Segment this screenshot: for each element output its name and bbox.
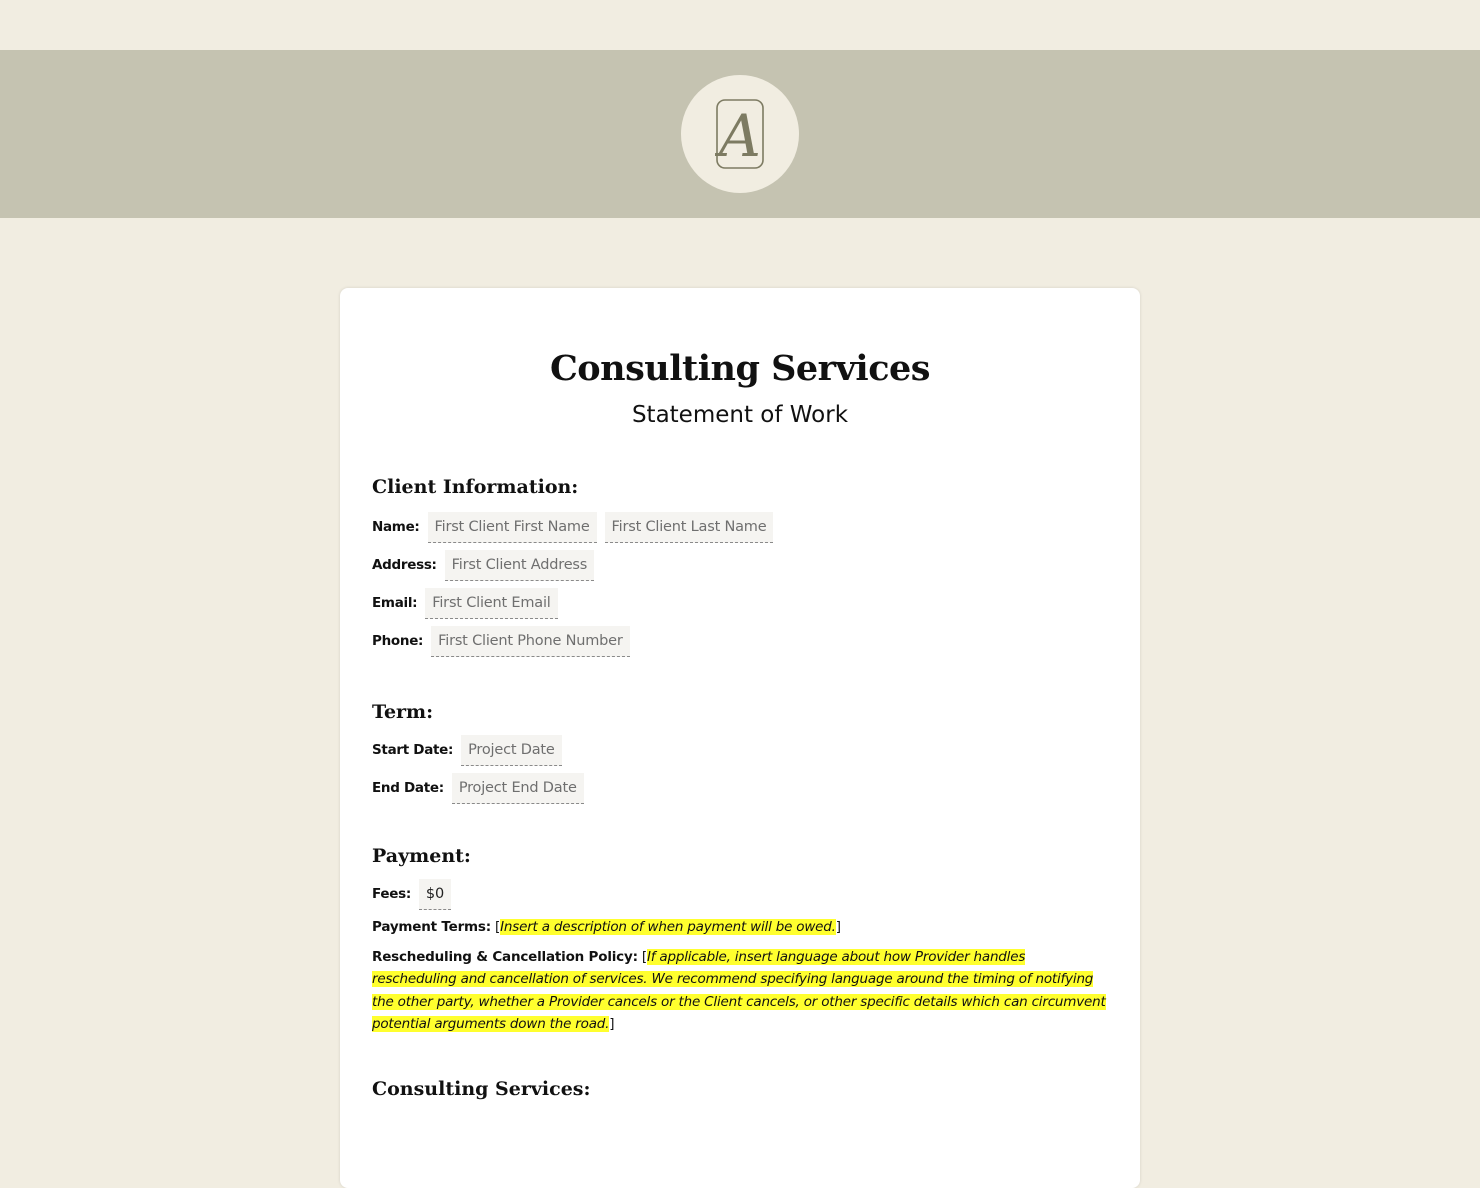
client-email-field[interactable]: First Client Email: [425, 588, 557, 619]
fees-row: [372, 875, 1108, 913]
consulting-services-heading: Consulting Services:: [372, 1077, 591, 1100]
address-label: Address:: [372, 557, 437, 573]
logo: [681, 75, 799, 193]
payment-terms-text[interactable]: Insert a description of when payment will be owed.: [500, 919, 836, 935]
email-label: Email:: [372, 595, 418, 611]
payment-terms-label: Payment Terms:: [372, 919, 491, 935]
top-strip: [0, 0, 1480, 50]
term-fields: [372, 731, 1108, 807]
address-row: [372, 546, 1108, 584]
start-date-label: Start Date:: [372, 742, 454, 758]
name-row: [372, 508, 1108, 546]
header-banner: [0, 50, 1480, 218]
fees-field[interactable]: $0: [419, 879, 451, 910]
fees-label: Fees:: [372, 886, 411, 902]
payment-fields: [372, 875, 1108, 913]
start-date-field[interactable]: Project Date: [461, 735, 561, 766]
term-heading: Term:: [372, 701, 434, 723]
phone-label: Phone:: [372, 633, 424, 649]
client-first-name-field[interactable]: First Client First Name: [428, 512, 597, 543]
payment-terms-paragraph: [372, 916, 1108, 939]
bracket-close: ]: [609, 1016, 615, 1032]
client-phone-field[interactable]: First Client Phone Number: [431, 626, 629, 657]
client-last-name-field[interactable]: First Client Last Name: [605, 512, 774, 543]
end-date-label: End Date:: [372, 780, 444, 796]
client-address-field[interactable]: First Client Address: [445, 550, 594, 581]
payment-heading: Payment:: [372, 845, 471, 867]
document-card: [340, 288, 1140, 1188]
document-title: Consulting Services: [549, 348, 931, 389]
bracket-open: [: [495, 919, 501, 935]
svg-text:A: A: [719, 102, 761, 170]
end-date-row: [372, 769, 1108, 807]
cancellation-policy-paragraph: [372, 946, 1108, 1036]
cancellation-policy-text[interactable]: If applicable, insert language about how Provider handles rescheduling and cancellation of services. We recommend specifying language around the timing of notifying the other party, whether a Provider cancels or the Client cancels, or other specific details which can circumvent potential arguments down the road.: [372, 948, 1106, 1032]
name-label: Name:: [372, 519, 420, 535]
document-subtitle: Statement of Work: [631, 402, 849, 428]
letter-a-monogram-icon: [715, 98, 765, 170]
start-date-row: [372, 731, 1108, 769]
cancellation-policy-label: Rescheduling & Cancellation Policy:: [372, 948, 638, 965]
email-row: [372, 584, 1108, 622]
end-date-field[interactable]: Project End Date: [452, 773, 584, 804]
client-information-heading: Client Information:: [372, 476, 579, 498]
client-information-fields: [372, 508, 1108, 660]
phone-row: [372, 622, 1108, 660]
bracket-close: ]: [835, 919, 841, 935]
bracket-open: [: [641, 948, 647, 965]
